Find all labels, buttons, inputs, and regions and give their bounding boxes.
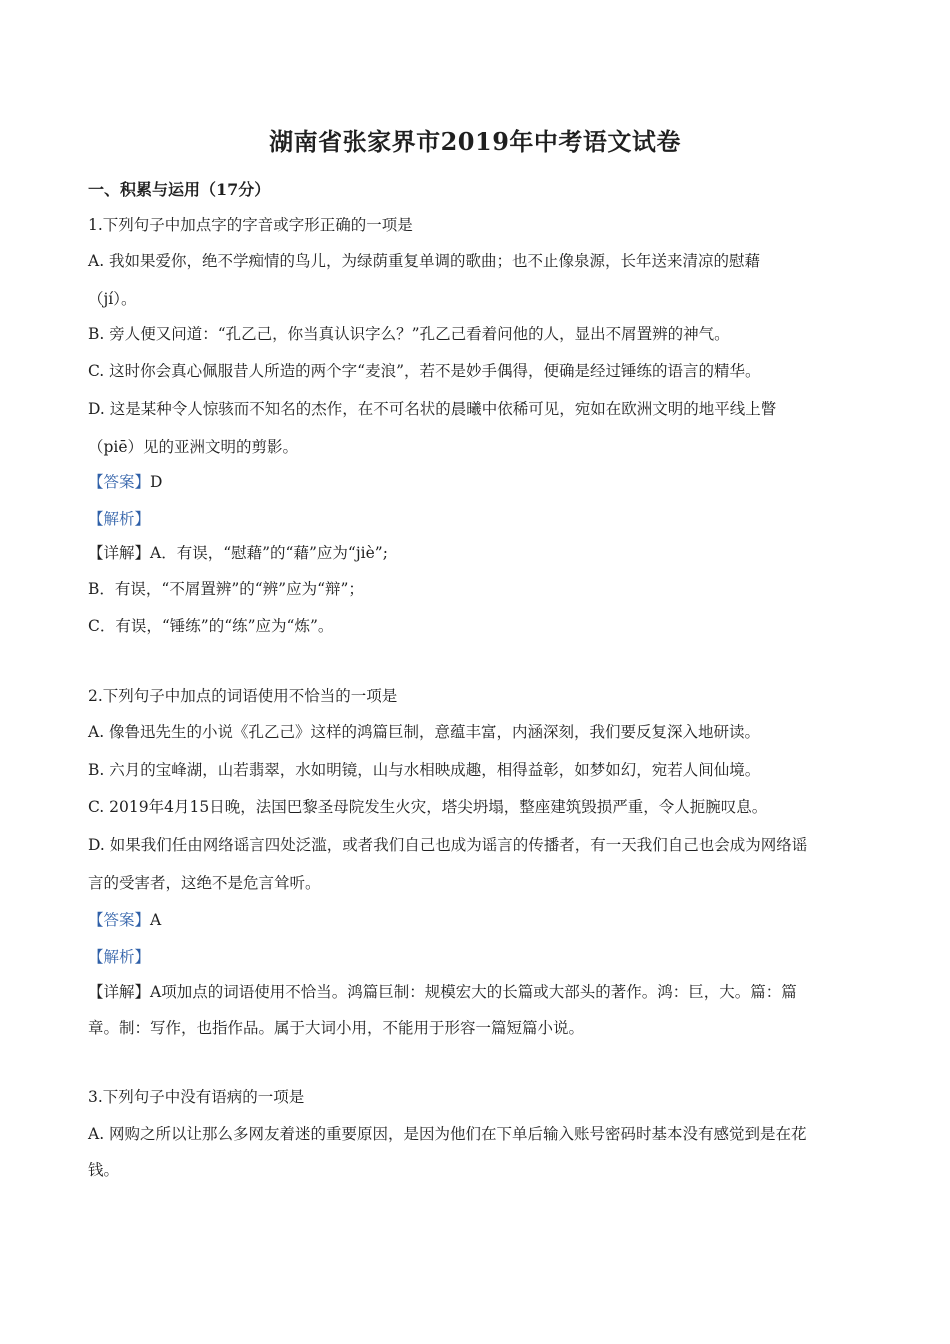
question-1-option-a-cont: （jí）。	[88, 290, 137, 308]
question-3-stem: 3.下列句子中没有语病的一项是	[88, 1088, 305, 1106]
question-1-answer	[88, 472, 162, 492]
question-2-answer	[88, 910, 161, 930]
question-2-option-c: C. 2019年4月15日晚，法国巴黎圣母院发生火灾，塔尖坍塌，整座建筑毁损严重，令人扼腕叹息。	[88, 798, 768, 816]
question-2-stem: 2.下列句子中加点的词语使用不恰当的一项是	[88, 687, 398, 705]
detail-text: A．有误，“慰藉”的“藉”应为“jiè”;	[150, 544, 388, 562]
section-heading: 一、积累与运用（17分）	[88, 180, 271, 199]
answer-value: D	[150, 473, 163, 491]
question-1-option-c: C. 这时你会真心佩服昔人所造的两个字“麦浪”，若不是妙手偶得，便确是经过锤练的语言的精华。	[88, 362, 761, 380]
detail-tag: 【详解】	[88, 983, 151, 1001]
page-title: 湖南省张家界市2019年中考语文试卷	[269, 127, 681, 156]
question-2-option-d-cont: 言的受害者，这绝不是危言耸听。	[88, 874, 321, 892]
detail-tag: 【详解】	[88, 544, 151, 562]
question-1-analysis-tag: 【解析】	[88, 510, 151, 528]
question-1-option-a: A. 我如果爱你，绝不学痴情的鸟儿，为绿荫重复单调的歌曲；也不止像泉源，长年送来清凉的慰藉	[88, 252, 761, 270]
question-3-option-a: A. 网购之所以让那么多网友着迷的重要原因，是因为他们在下单后输入账号密码时基本没有感觉到是在花	[88, 1125, 807, 1143]
question-2-option-d: D. 如果我们任由网络谣言四处泛滥，或者我们自己也成为谣言的传播者，有一天我们自己也会成为网络谣	[88, 836, 808, 854]
question-1-option-b: B. 旁人便又问道：“孔乙己，你当真认识字么？”孔乙己看着问他的人，显出不屑置辨的神气。	[88, 325, 730, 343]
question-1-detail-c: C．有误，“锤练”的“练”应为“炼”。	[88, 617, 334, 635]
question-2-detail	[88, 982, 797, 1002]
question-2-option-a: A. 像鲁迅先生的小说《孔乙己》这样的鸿篇巨制，意蕴丰富，内涵深刻，我们要反复深入地研读。	[88, 723, 761, 741]
answer-tag: 【答案】	[88, 473, 151, 491]
question-1-detail-b: B．有误，“不屑置辨”的“辨”应为“辩”；	[88, 580, 364, 598]
question-1-stem: 1.下列句子中加点字的字音或字形正确的一项是	[88, 216, 413, 234]
question-2-option-b: B. 六月的宝峰湖，山若翡翠，水如明镜，山与水相映成趣，相得益彰，如梦如幻，宛若人间仙境。	[88, 761, 761, 779]
question-2-analysis-tag: 【解析】	[88, 948, 151, 966]
question-2-detail-cont: 章。制：写作，也指作品。属于大词小用，不能用于形容一篇短篇小说。	[88, 1019, 585, 1037]
question-1-option-d: D. 这是某种令人惊骇而不知名的杰作，在不可名状的晨曦中依稀可见，宛如在欧洲文明的地平线上瞥	[88, 400, 777, 418]
detail-text: A项加点的词语使用不恰当。鸿篇巨制：规模宏大的长篇或大部头的著作。鸿：巨，大。篇：篇	[150, 983, 797, 1001]
question-1-option-d-cont: （piē）见的亚洲文明的剪影。	[88, 438, 299, 456]
answer-tag: 【答案】	[88, 911, 151, 929]
answer-value: A	[150, 911, 162, 929]
question-1-detail	[88, 543, 388, 563]
question-3-option-a-cont: 钱。	[88, 1161, 120, 1179]
